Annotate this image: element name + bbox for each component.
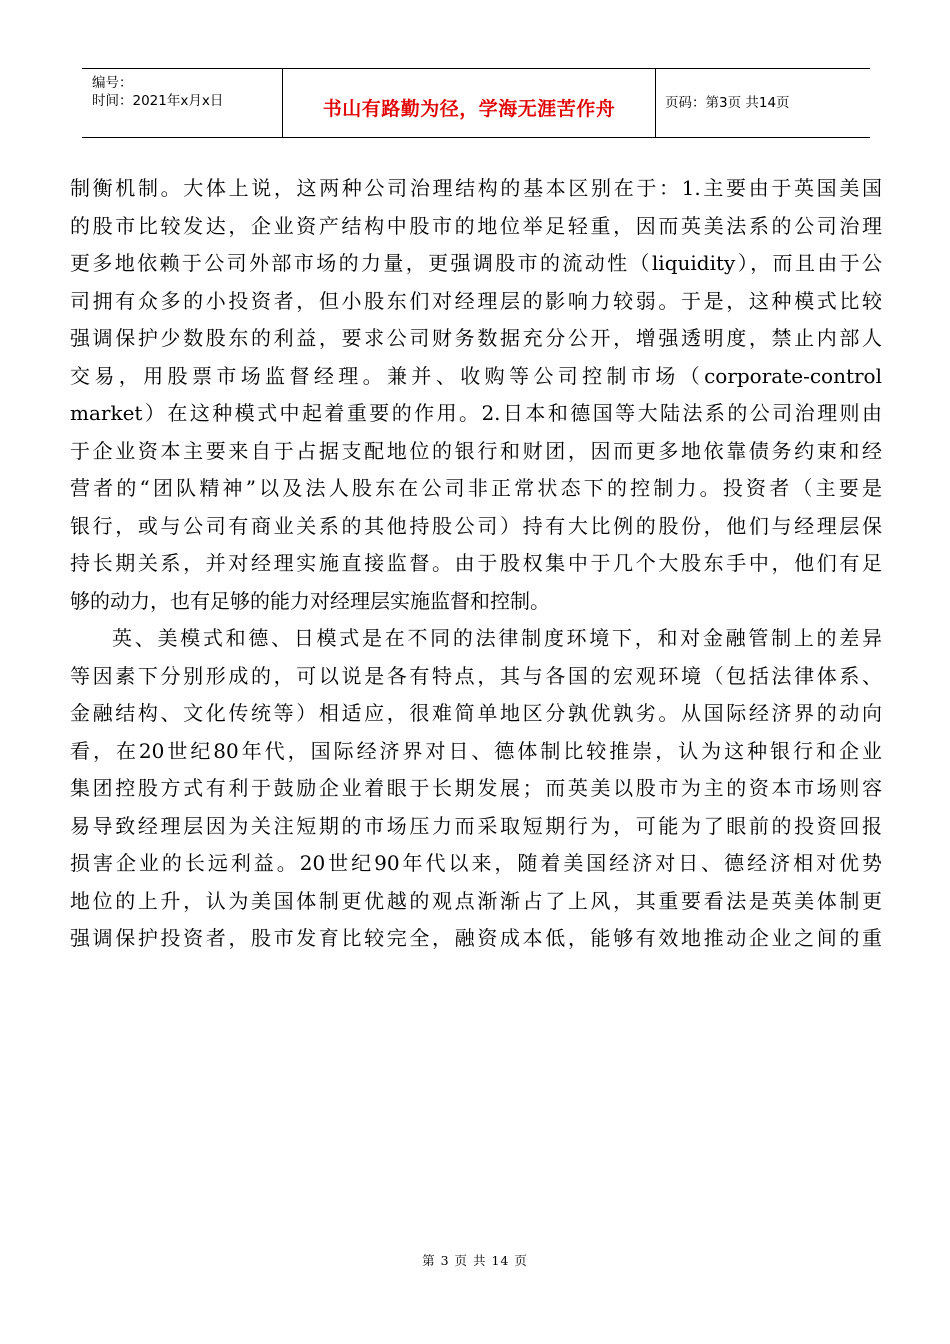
text-line: 强调保护投资者，股市发育比较完全，融资成本低，能够有效地推动企业之间的重 bbox=[70, 926, 882, 950]
document-header bbox=[82, 68, 870, 138]
text-line: market）在这种模式中起着重要的作用。2.日本和德国等大陆法系的公司治理则由 bbox=[70, 401, 882, 425]
text-line: 于企业资本主要来自于占据支配地位的银行和财团，因而更多地依靠债务约束和经 bbox=[70, 438, 882, 463]
text-line: 地位的上升，认为美国体制更优越的观点渐渐占了上风，其重要看法是英美体制更 bbox=[70, 888, 882, 913]
text-line: 易导致经理层因为关注短期的市场压力而采取短期行为，可能为了眼前的投资回报 bbox=[70, 813, 882, 838]
text-line: 制衡机制。大体上说，这两种公司治理结构的基本区别在于：1.主要由于英国美国 bbox=[70, 176, 882, 200]
text-line: 持长期关系，并对经理实施直接监督。由于股权集中于几个大股东手中，他们有足 bbox=[70, 551, 882, 575]
document-body bbox=[70, 170, 882, 958]
text-line: 更多地依赖于公司外部市场的力量，更强调股市的流动性（liquidity），而且由于公 bbox=[70, 251, 882, 275]
text-line: 交易，用股票市场监督经理。兼并、收购等公司控制市场（corporate-control bbox=[70, 363, 882, 388]
document-date-label: 时间：2021年x月x日 bbox=[92, 93, 224, 109]
text-line: 银行，或与公司有商业关系的其他持股公司）持有大比例的股份，他们与经理层保 bbox=[70, 513, 882, 538]
page-footer: 第 3 页 共 14 页 bbox=[422, 1253, 528, 1268]
header-page-cell bbox=[655, 69, 870, 137]
text-line: 金融结构、文化传统等）相适应，很难简单地区分孰优孰劣。从国际经济界的动向 bbox=[70, 701, 882, 725]
paragraph-1 bbox=[70, 170, 882, 620]
text-line: 强调保护少数股东的利益，要求公司财务数据充分公开，增强透明度，禁止内部人 bbox=[70, 326, 882, 350]
document-number-label: 编号： bbox=[92, 75, 133, 91]
text-line: 损害企业的长远利益。20世纪90年代以来，随着美国经济对日、德经济相对优势 bbox=[70, 851, 882, 875]
text-line: 司拥有众多的小投资者，但小股东们对经理层的影响力较弱。于是，这种模式比较 bbox=[70, 288, 882, 313]
text-line: 等因素下分别形成的，可以说是各有特点，其与各国的宏观环境（包括法律体系、 bbox=[70, 663, 882, 688]
header-motto: 书山有路勤为径，学海无涯苦作舟 bbox=[322, 98, 616, 120]
text-line: 看，在20世纪80年代，国际经济界对日、德体制比较推崇，认为这种银行和企业 bbox=[70, 738, 882, 763]
text-line: 集团控股方式有利于鼓励企业着眼于长期发展；而英美以股市为主的资本市场则容 bbox=[70, 776, 882, 800]
text-line: 的股市比较发达，企业资产结构中股市的地位举足轻重，因而英美法系的公司治理 bbox=[70, 213, 882, 238]
text-line: 营者的“团队精神”以及法人股东在公司非正常状态下的控制力。投资者（主要是 bbox=[70, 476, 882, 500]
header-info-cell bbox=[82, 69, 282, 137]
paragraph-2 bbox=[70, 620, 882, 958]
header-motto-cell bbox=[282, 69, 656, 137]
text-line: 够的动力，也有足够的能力对经理层实施监督和控制。 bbox=[70, 588, 550, 613]
text-line: 英、美模式和德、日模式是在不同的法律制度环境下，和对金融管制上的差异 bbox=[112, 626, 882, 650]
header-page-number: 页码：第3页 共14页 bbox=[665, 95, 790, 111]
